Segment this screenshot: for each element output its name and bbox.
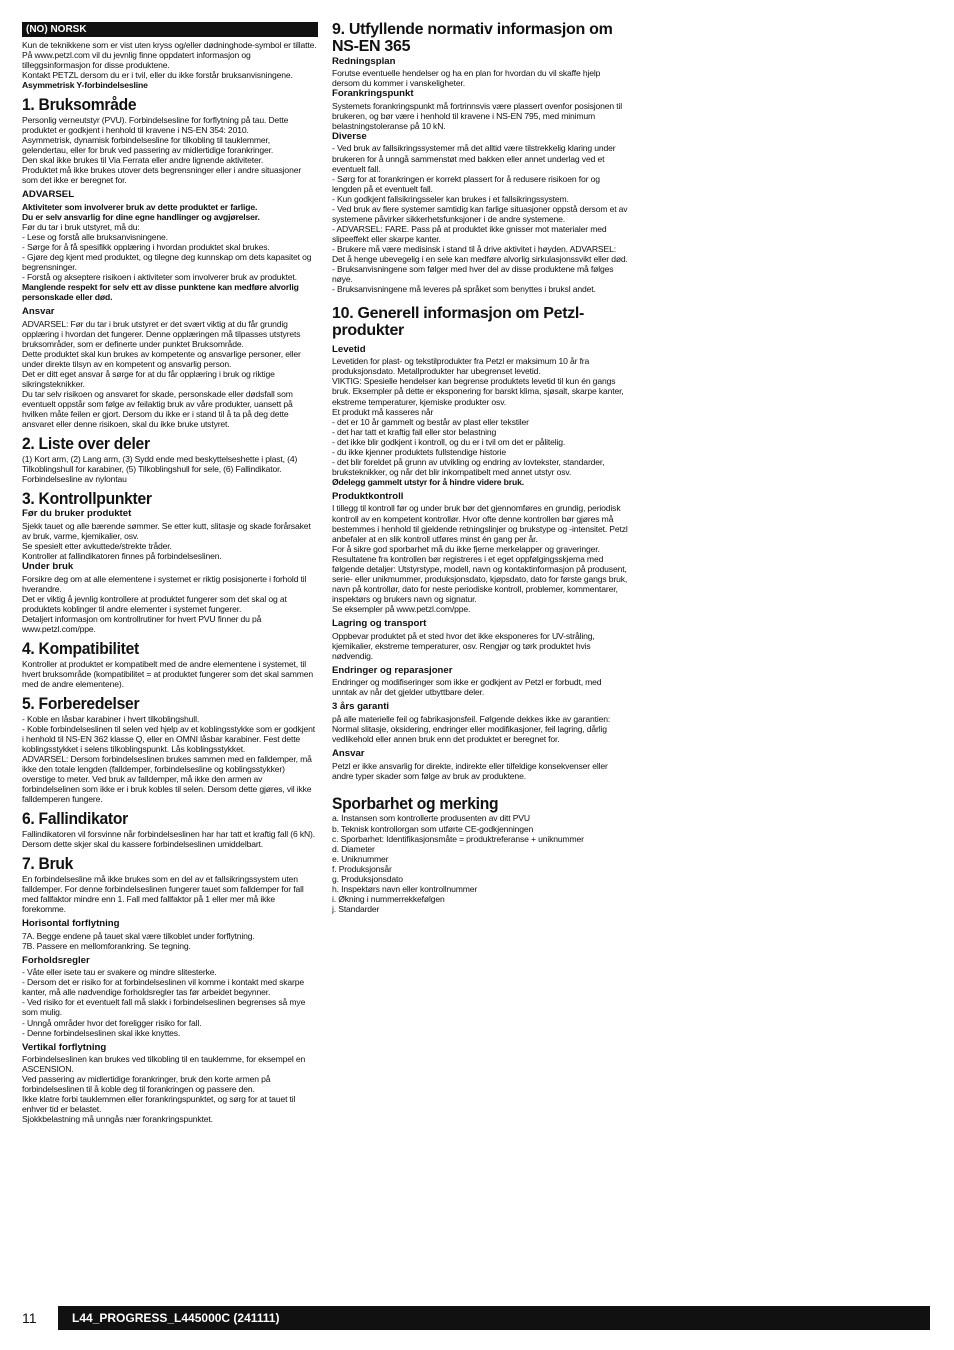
right-column (332, 22, 628, 914)
warning-heading: ADVARSEL (22, 189, 75, 201)
section-10-sub-2: Produktkontroll (332, 490, 404, 502)
section-3-sub-1: Før du bruker produktet (22, 508, 132, 520)
warning-bold-2: Manglende respekt for selv ett av disse punktene kan medføre alvorlig personskade eller død. (22, 282, 299, 303)
warning-bold-1: Aktiviteter som involverer bruk av dette produktet er farlige. Du er selv ansvarlig for dine egne handlinger og avgjørelser. (22, 201, 260, 222)
section-4-body: Kontroller at produktet er kompatibelt med de andre elementene i systemet, til hvert bruksområde (kompatibilitet = at produktet fungerer som det skal sammen med de andre elementene). (22, 658, 314, 689)
section-10-body-5: på alle materielle feil og fabrikasjonsfeil. Følgende dekkes ikke av garantien: Normal slitasje, oksidering, endringer eller modifikasjoner, feil lagring, dårlig vedlikehold eller annen bruk enn det produktet er beregnet for. (332, 713, 611, 744)
intro-line-1: Kun de teknikkene som er vist uten kryss og/eller dødninghode-symbol er tillatte. (22, 40, 317, 50)
section-9-body-2: Systemets forankringspunkt må fortrinnsvis være plassert ovenfor posisjonen til brukeren, og bør være i henhold til kravene i NS-EN 795, med minimum belastningstoleranse på 10 kN. (332, 100, 623, 131)
section-3-sub-2: Under bruk (22, 561, 74, 573)
section-10-body-1: Levetiden for plast- og tekstilprodukter fra Petzl er maksimum 10 år fra produksjonsdato. Metallprodukter har ubegrenset levetid. VIKTIG: Spesielle hendelser kan begrense produktets levetid til kun én gangs bruk. Eksempler på dette er eksponering for barskt klima, sjøsalt, skarpe kanter, ekstreme temperaturer, kjemiske produkter osv. Et produkt må kasseres når - det er 10 år gammelt og består av plast eller tekstiler - det har tatt et kraftig fall eller stor belastning - det ikke blir godkjent i kontroll, og du er i tvil om det er pålitelig. - du ikke kjenner produktets fullstendige historie - det blir foreldet på grunn av utvikling og endring av lovtekster, standarder, bruksteknikker, og når det blir inkompatibelt med annet utstyr osv. (332, 356, 624, 477)
section-10-body-3: Oppbevar produktet på et sted hvor det ikke eksponeres for UV-stråling, kjemikalier, ekstreme temperaturer, osv. Rengjør og tørk produktet hvis nødvendig. (332, 630, 595, 661)
warning-list: Før du tar i bruk utstyret, må du: - Lese og forstå alle bruksanvisningene. - Sørge for å få spesifikk opplæring i hvordan produktet skal brukes. - Gjøre deg kjent med produktet, og tilegne deg kunnskap om dets kapasitet og begrensninger. - Forstå og akseptere risikoen i aktiviteter som involverer bruk av produktet. (22, 222, 312, 283)
page-footer (22, 1306, 930, 1330)
section-7-body: En forbindelsesline må ikke brukes som en del av et fallsikringssystem uten falldemper. For denne forbindelseslinen fungerer tauet som falldemper for fall med fallfaktor mindre enn 1. Fall med fallfaktor på 1 eller mer må ikke forekomme. (22, 873, 304, 915)
section-10-sub-1: Levetid (332, 343, 366, 355)
traceability-title: Sporbarhet og merking (332, 793, 499, 813)
section-10-sub-3: Lagring og transport (332, 617, 427, 629)
responsibility-heading: Ansvar (22, 306, 55, 318)
section-9-title: 9. Utfyllende normativ informasjon om NS-EN 365 (332, 21, 613, 55)
section-1-title: 1. Bruksområde (22, 95, 137, 115)
section-9-sub-1: Redningsplan (332, 55, 396, 67)
section-2-body: (1) Kort arm, (2) Lang arm, (3) Sydd ende med beskyttelseshette i plast, (4) Tilkoblingshull for karabiner, (5) Tilkoblingshull for sele, (6) Fallindikator. Forbindelsesline av nylontau (22, 454, 298, 485)
traceability-list: a. Instansen som kontrollerte produsenten av ditt PVU b. Teknisk kontrollorgan som utførte CE-godkjenningen c. Sporbarhet: Identifikasjonsmåte = produktreferanse + uniknummer d. Diameter e. Uniknummer f. Produksjonsår g. Produksjonsdato h. Inspektørs navn eller kontrollnummer i. Økning i nummerrekkefølgen j. Standarder (332, 813, 584, 914)
section-7-sub-2: Forholdsregler (22, 954, 90, 966)
section-10-body-6: Petzl er ikke ansvarlig for direkte, indirekte eller tilfeldige konsekvenser eller andre typer skader som følge av bruk av produktene. (332, 760, 608, 781)
section-7-body-1: 7A. Begge endene på tauet skal være tilkoblet under forflytning. 7B. Passere en mellomforankring. Se tegning. (22, 930, 255, 951)
section-6-title: 6. Fallindikator (22, 809, 128, 829)
section-7-body-2: - Våte eller isete tau er svakere og mindre slitesterke. - Dersom det er risiko for at forbindelseslinen vil komme i kontakt med skarpe kanter, må alle nødvendige forholdsregler tas før arbeidet begynner. - Ved risiko for et eventuelt fall må slakk i forbindelseslinen begrenses så mye som mulig. - Unngå områder hvor det foreligger risiko for fall. - Denne forbindelseslinen skal ikke knyttes. (22, 967, 306, 1038)
language-header: (NO) NORSK (22, 22, 318, 37)
section-9-sub-3: Diverse (332, 130, 367, 142)
section-10-sub-6: Ansvar (332, 748, 365, 759)
section-3-body-2: Forsikre deg om at alle elementene i systemet er riktig posisjonerte i forhold til hverandre. Det er viktig å jevnlig kontrollere at produktet fungerer som det skal og at produktets koblinger til andre elementer i systemet fungerer. Detaljert informasjon om kontrollrutiner for hvert PVU finner du på www.petzl.com/ppe. (22, 573, 307, 634)
intro-product-name: Asymmetrisk Y-forbindelsesline (22, 80, 148, 91)
section-3-body-1: Sjekk tauet og alle bærende sømmer. Se etter kutt, slitasje og skade forårsaket av bruk, varme, kjemikalier, osv. Se spesielt etter avkuttede/strekte tråder. Kontroller at fallindikatoren finnes på forbindelseslinen. (22, 520, 311, 561)
section-5-title: 5. Forberedelser (22, 693, 140, 713)
section-2-title: 2. Liste over deler (22, 434, 150, 454)
section-9-body-3: - Ved bruk av fallsikringssystemer må det alltid være tilstrekkelig klaring under brukeren for å unngå sammenstøt med bakken eller annet underlag ved et eventuelt fall. - Sørg for at forankringen er korrekt plassert for å redusere risikoen for og lengden på et eventuelt fall. - Kun godkjent fallsikringsseler kan brukes i et fallsikringssystem. - Ved bruk av flere systemer samtidig kan farlige situasjoner oppstå dersom et av systemene påvirker sikkerhetsfunksjoner i de andre systemene. - ADVARSEL: FARE. Pass på at produktet ikke gnisser mot materialer med slipeeffekt eller skarpe kanter. - Brukere må være medisinsk i stand til å drive aktivitet i høyden. ADVARSEL: Det å henge ubevegelig i en sele kan medføre alvorlig sirkulasjonssvikt eller død. - Bruksanvisningene som følger med hver del av disse produktene må følges nøye. - Bruksanvisningene må leveres på språket som benyttes i bruksl andet. (332, 143, 628, 295)
section-7-sub-1: Horisontal forflytning (22, 918, 120, 930)
section-10-sub-5: 3 års garanti (332, 701, 390, 713)
responsibility-body: ADVARSEL: Før du tar i bruk utstyret er det svært viktig at du får grundig opplæring i hvordan det fungerer. Denne opplæringen må tilpasses utstyrets bruksområder, som er definerte under punktet Bruksområde. Dette produktet skal kun brukes av kompetente og ansvarlige personer, eller under direkte tilsyn av en kompetent og ansvarlig person. Det er ditt eget ansvar å sørge for at du får opplæring i bruk og riktige sikringsteknikker. Du tar selv risikoen og ansvaret for skade, personskade eller dødsfall som eventuelt oppstår som følge av feilaktig bruk av våre produkter, uansett på hvilken måte feilen er gjort. Dersom du ikke er i stand til å ta på deg dette ansvaret eller denne risikoen, skal du ikke bruke utstyret. (22, 318, 301, 430)
left-column (22, 22, 318, 1124)
section-3-title: 3. Kontrollpunkter (22, 489, 152, 509)
section-10-body-1-bold: Ødelegg gammelt utstyr for å hindre videre bruk. (332, 476, 524, 487)
section-7-body-3: Forbindelseslinen kan brukes ved tilkobling til en tauklemme, for eksempel en ASCENSION. Ved passering av midlertidige forankringer, bruk den korte armen på forbindelseslinen til å koble deg til forankringen og passere den. Ikke klatre forbi tauklemmen eller forankringspunktet, og sørg for at tauet til enhver tid er belastet. Sjokkbelastning må unngås nær forankringspunktet. (22, 1054, 306, 1125)
section-1-body: Personlig verneutstyr (PVU). Forbindelsesline for forflytning på tau. Dette produktet er godkjent i henhold til kravene i NS-EN 354: 2010. Asymmetrisk, dynamisk forbindelsesline for tilkobling til tauklemmer, gelendertau, eller for bruk ved passering av midlertidige forankringer. Den skal ikke brukes til Via Ferrata eller andre lignende aktiviteter. Produktet må ikke brukes utover dets begrensninger eller i andre situasjoner som det ikke er beregnet for. (22, 115, 302, 186)
section-9-body-1: Forutse eventuelle hendelser og ha en plan for hvordan du vil skaffe hjelp dersom du kommer i vanskeligheter. (332, 68, 601, 89)
intro-line-3: Kontakt PETZL dersom du er i tvil, eller du ikke forstår bruksanvisningene. (22, 70, 293, 81)
section-4-title: 4. Kompatibilitet (22, 638, 139, 658)
section-10-body-2: I tillegg til kontroll før og under bruk bør det gjennomføres en grundig, periodisk kontroll av en kompetent kontrollør. Hvor ofte denne kontrollen bør gjøres må bestemmes i henhold til gjeldende retningslinjer og brukstype og -intensitet. Petzl anbefaler at en slik kontroll utføres minst én gang per år. For å sikre god sporbarhet må du ikke fjerne merkelapper og graveringer. Resultatene fra kontrollen bør registreres i et eget oppfølgingsskjema med følgende detaljer: Utstyrstype, modell, navn og kontaktinformasjon på produsent, serie- eller unikmummer, produksjonsdato, kjøpsdato, dato for første gangs bruk, navn på kontrollør, dato for neste periodiske kontroll, problemer, kommentarer, inspektørs og brukers navn og signatur. Se eksempler på www.petzl.com/ppe. (332, 503, 628, 614)
document-code: L44_PROGRESS_L445000C (241111) (58, 1306, 930, 1330)
page-number: 11 (22, 1310, 37, 1326)
section-9-sub-2: Forankringspunkt (332, 88, 414, 100)
section-5-body: - Koble en låsbar karabiner i hvert tilkoblingshull. - Koble forbindelseslinen til selen ved hjelp av et koblingsstykke som er godkjent i henhold til NS-EN 362 klasse Q, eller en OMNI låsbar karabiner. Fest dette koblingsstykket i selens tilkoblingspunkt. Lås koblingsstykket. ADVARSEL: Dersom forbindelseslinen brukes sammen med en falldemper, må ikke den totale lengden (falldemper, forbindelsesline og koblingsstykker) overstige to meter. Ved bruk av falldemper, må ikke den armen av forbindelselinen som ikke er i bruk kobles til selen. Dersom dette gjøres, vil ikke falldemperen fungere. (22, 713, 315, 805)
section-6-body: Fallindikatoren vil forsvinne når forbindelseslinen har har tatt et kraftig fall (6 kN). Dersom dette skjer skal du kassere forbindelseslinen umiddelbart. (22, 828, 315, 850)
section-10-title: 10. Generell informasjon om Petzl-produkter (332, 305, 585, 339)
section-7-sub-3: Vertikal forflytning (22, 1041, 107, 1053)
intro-line-2: På www.petzl.com vil du jevnlig finne oppdatert informasjon og tilleggsinformasjon for disse produktene. (22, 50, 251, 71)
section-10-body-4: Endringer og modifiseringer som ikke er godkjent av Petzl er forbudt, med unntak av når det gjelder utbyttbare deler. (332, 677, 602, 698)
section-7-title: 7. Bruk (22, 854, 74, 874)
section-10-sub-4: Endringer og reparasjoner (332, 664, 453, 676)
